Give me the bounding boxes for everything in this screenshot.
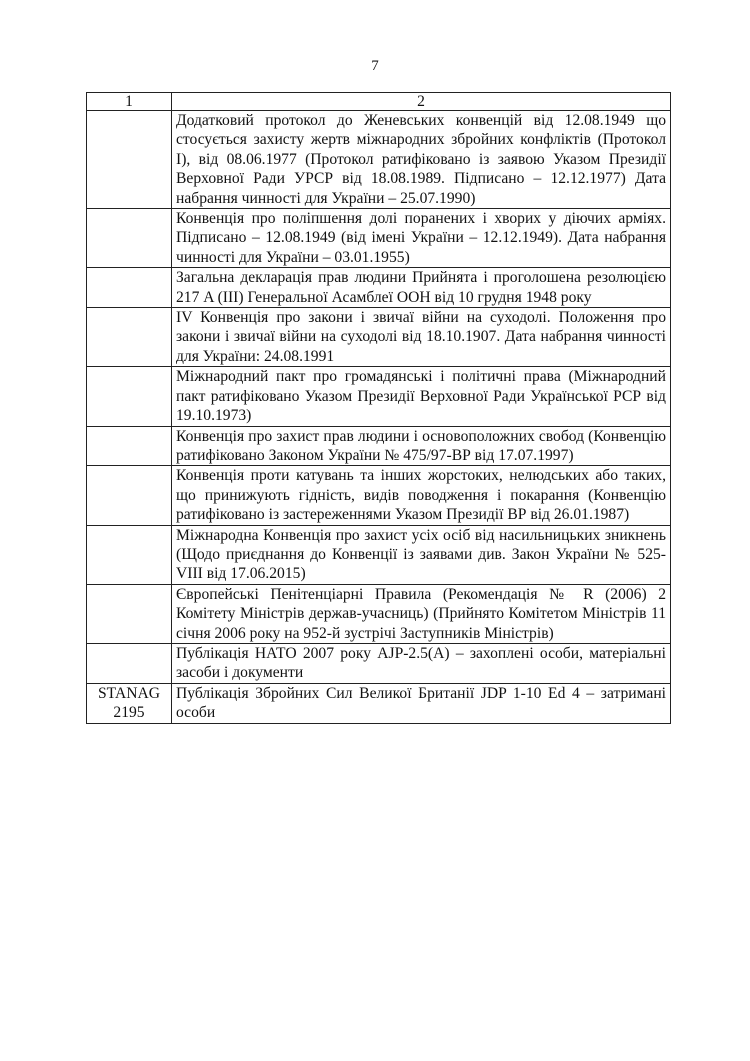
document-title-cell: Конвенція проти катувань та інших жорстоких, нелюдських або таких, що принижують гідність, видів поводження і покарання (Конвенцію ратифіковано із застереженнями Указом Президії ВР від 26.01.1987): [172, 466, 671, 525]
column-header-2: 2: [172, 93, 671, 111]
page-number: 7: [371, 58, 379, 74]
designation-cell: [87, 466, 172, 525]
table-row: [87, 584, 671, 643]
document-title-cell: Публікація НАТО 2007 року AJP-2.5(A) – захоплені особи, матеріальні засоби і документи: [172, 643, 671, 683]
designation-cell: [87, 209, 172, 268]
document-title-cell: Додатковий протокол до Женевських конвенцій від 12.08.1949 що стосується захисту жертв міжнародних збройних конфліктів (Протокол I), від 08.06.1977 (Протокол ратифіковано із заявою Указом Президії Верховної Ради УРСР від 18.08.1989. Підписано – 12.12.1977) Дата набрання чинності для України – 25.07.1990): [172, 111, 671, 209]
table-row: [87, 268, 671, 308]
table-row: [87, 683, 671, 723]
designation-cell: [87, 426, 172, 466]
designation-cell: STANAG 2195: [87, 683, 172, 723]
document-title-cell: Міжнародний пакт про громадянські і політичні права (Міжнародний пакт ратифіковано Указом Президії Верховної Ради Української РСР від 19.10.1973): [172, 367, 671, 426]
document-title-cell: IV Конвенція про закони і звичаї війни на суходолі. Положення про закони і звичаї війни на суходолі від 18.10.1907. Дата набрання чинності для України: 24.08.1991: [172, 308, 671, 367]
designation-cell: [87, 584, 172, 643]
document-title-cell: Конвенція про захист прав людини і основоположних свобод (Конвенцію ратифіковано Законом України № 475/97-ВР від 17.07.1997): [172, 426, 671, 466]
designation-cell: [87, 308, 172, 367]
table-row: [87, 308, 671, 367]
designation-cell: [87, 643, 172, 683]
table-row: [87, 525, 671, 584]
designation-cell: [87, 268, 172, 308]
designation-cell: [87, 525, 172, 584]
table-row: [87, 643, 671, 683]
designation-cell: [87, 367, 172, 426]
document-title-cell: Загальна декларація прав людини Прийнята і проголошена резолюцією 217 A (III) Генеральної Асамблеї ООН від 10 грудня 1948 року: [172, 268, 671, 308]
table-row: [87, 111, 671, 209]
document-title-cell: Європейські Пенітенціарні Правила (Рекомендація № R (2006) 2 Комітету Міністрів держав-учасниць) (Прийнято Комітетом Міністрів 11 січня 2006 року на 952-й зустрічі Заступників Міністрів): [172, 584, 671, 643]
designation-cell: [87, 111, 172, 209]
table-row: [87, 466, 671, 525]
table-row: [87, 367, 671, 426]
table-row: [87, 209, 671, 268]
document-title-cell: Публікація Збройних Сил Великої Британії JDP 1-10 Ed 4 – затримані особи: [172, 683, 671, 723]
document-title-cell: Міжнародна Конвенція про захист усіх осіб від насильницьких зникнень (Щодо приєднання до Конвенції із заявами див. Закон України № 525-VIII від 17.06.2015): [172, 525, 671, 584]
table-row: [87, 426, 671, 466]
column-header-1: 1: [87, 93, 172, 111]
document-table: [86, 92, 671, 724]
document-title-cell: Конвенція про поліпшення долі поранених і хворих у діючих арміях. Підписано – 12.08.1949 (від імені України – 12.12.1949). Дата набрання чинності для України – 03.01.1955): [172, 209, 671, 268]
table-header-row: [87, 93, 671, 111]
